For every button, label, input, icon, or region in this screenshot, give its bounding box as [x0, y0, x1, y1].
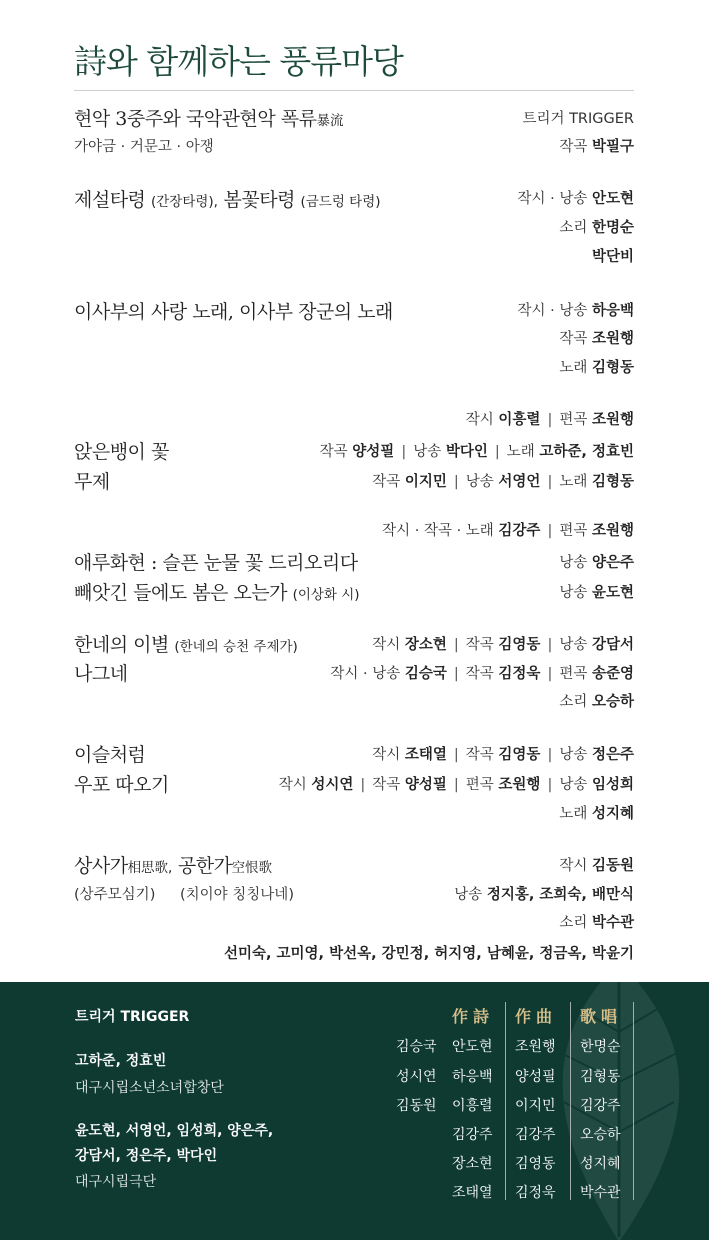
singer-name: 김강주 [580, 1098, 621, 1114]
credit-line: 작곡 이지민 | 낭송 서영언 | 노래 김형동 [372, 474, 634, 490]
composer-name: 김영동 [515, 1156, 556, 1172]
column-divider [505, 1002, 506, 1200]
credit-line: 작시 · 낭송 하응백 [517, 303, 634, 319]
composer-name: 양성필 [515, 1069, 556, 1085]
program-title: 앉은뱅이 꽃 [74, 441, 169, 463]
poet-name: 이흥렬 [452, 1098, 493, 1114]
program-title: 무제 [74, 471, 110, 493]
header-singer: 歌唱 [580, 1007, 623, 1026]
column-divider [633, 1002, 634, 1200]
credit-line: 작곡 조원행 [559, 331, 634, 347]
singer-name: 한명순 [580, 1039, 621, 1055]
credit-line: 소리 박수관 [559, 915, 634, 931]
credit-line: 작시 · 작곡 · 노래 김강주 | 편곡 조원행 [382, 523, 634, 539]
credit-line: 노래 김형동 [559, 360, 634, 376]
program-title: 제설타령 (간장타령), 봄꽃타령 (금드렁 타령) [74, 189, 381, 211]
credit-line: 작시 성시연 | 작곡 양성필 | 편곡 조원행 | 낭송 임성희 [278, 777, 634, 793]
program-title: 우포 따오기 [74, 774, 169, 796]
extra-poet: 김승국 [396, 1039, 437, 1055]
credit-line: 작시 장소현 | 작곡 김영동 | 낭송 강담서 [372, 637, 634, 653]
footer-panel [0, 982, 709, 1240]
footer-performers: 고하준, 정효빈 [75, 1053, 167, 1069]
credit-line: 노래 성지혜 [559, 806, 634, 822]
program-title: 빼앗긴 들에도 봄은 오는가 (이상화 시) [74, 582, 360, 604]
credit-line: 작시 조태열 | 작곡 김영동 | 낭송 정은주 [372, 747, 634, 763]
poet-name: 하응백 [452, 1069, 493, 1085]
credit-line: 작시 김동원 [559, 858, 634, 874]
credit-line: 소리 오승하 [559, 694, 634, 710]
credit-line: 작시 · 낭송 김승국 | 작곡 김정욱 | 편곡 송준영 [330, 666, 634, 682]
footer-org: 대구시립소년소녀합창단 [75, 1080, 224, 1096]
footer-org: 대구시립극단 [75, 1174, 157, 1190]
header-composer: 作曲 [515, 1007, 558, 1026]
extra-poet: 김동원 [396, 1098, 437, 1114]
credit-line: 작시 이흥렬 | 편곡 조원행 [465, 412, 634, 428]
page-title: 詩와 함께하는 풍류마당 [74, 42, 403, 81]
poet-name: 김강주 [452, 1127, 493, 1143]
chorus-list: 선미숙, 고미영, 박선옥, 강민정, 허지영, 남혜윤, 정금옥, 박윤기 [223, 946, 634, 962]
singer-name: 박수관 [580, 1185, 621, 1201]
singer-name: 김형동 [580, 1069, 621, 1085]
singer-name: 성지혜 [580, 1156, 621, 1172]
header-poet: 作詩 [452, 1007, 495, 1026]
credit-line: 낭송 윤도현 [559, 585, 634, 601]
program-title: 이슬처럼 [74, 744, 146, 766]
composer-name: 김정욱 [515, 1185, 556, 1201]
footer-trigger: 트리거 TRIGGER [75, 1009, 190, 1025]
poet-name: 안도현 [452, 1039, 493, 1055]
composer-name: 조원행 [515, 1039, 556, 1055]
credit-line: 낭송 양은주 [559, 555, 634, 571]
singer-name: 오승하 [580, 1127, 621, 1143]
program-title: 한네의 이별 (한네의 승천 주제가) [74, 634, 298, 656]
program-title: 나그네 [74, 663, 128, 685]
composer-name: 김강주 [515, 1127, 556, 1143]
program-subtitle: (상주모심기) [74, 887, 156, 903]
instrument-list: 가야금 · 거문고 · 아쟁 [74, 139, 214, 155]
poet-name: 장소현 [452, 1156, 493, 1172]
credit-line: 작곡 양성필 | 낭송 박다인 | 노래 고하준, 정효빈 [319, 444, 634, 460]
credit-line: 박단비 [591, 249, 634, 265]
credit-line: 작시 · 낭송 안도현 [517, 191, 634, 207]
extra-poet: 성시연 [396, 1069, 437, 1085]
poet-name: 조태열 [452, 1185, 493, 1201]
credit-line: 낭송 정지홍, 조희숙, 배만식 [454, 887, 634, 903]
program-title: 이사부의 사랑 노래, 이사부 장군의 노래 [74, 301, 393, 323]
credit-line: 소리 한명순 [559, 220, 634, 236]
program-subtitle: (치이야 칭칭나네) [180, 887, 294, 903]
footer-performers: 윤도현, 서영언, 임성희, 양은주, [75, 1123, 274, 1139]
program-title: 현악 3중주와 국악관현악 폭류暴流 [74, 108, 344, 130]
footer-performers: 강담서, 정은주, 박다인 [75, 1148, 218, 1164]
credit-line: 작곡 박필구 [559, 139, 634, 155]
composer-name: 이지민 [515, 1098, 556, 1114]
program-title: 애루화현 : 슬픈 눈물 꽃 드리오리다 [74, 552, 358, 574]
program-title: 상사가相思歌, 공한가空恨歌 [74, 855, 272, 877]
divider [74, 90, 634, 91]
column-divider [570, 1002, 571, 1200]
credit-trigger: 트리거 TRIGGER [522, 111, 634, 127]
